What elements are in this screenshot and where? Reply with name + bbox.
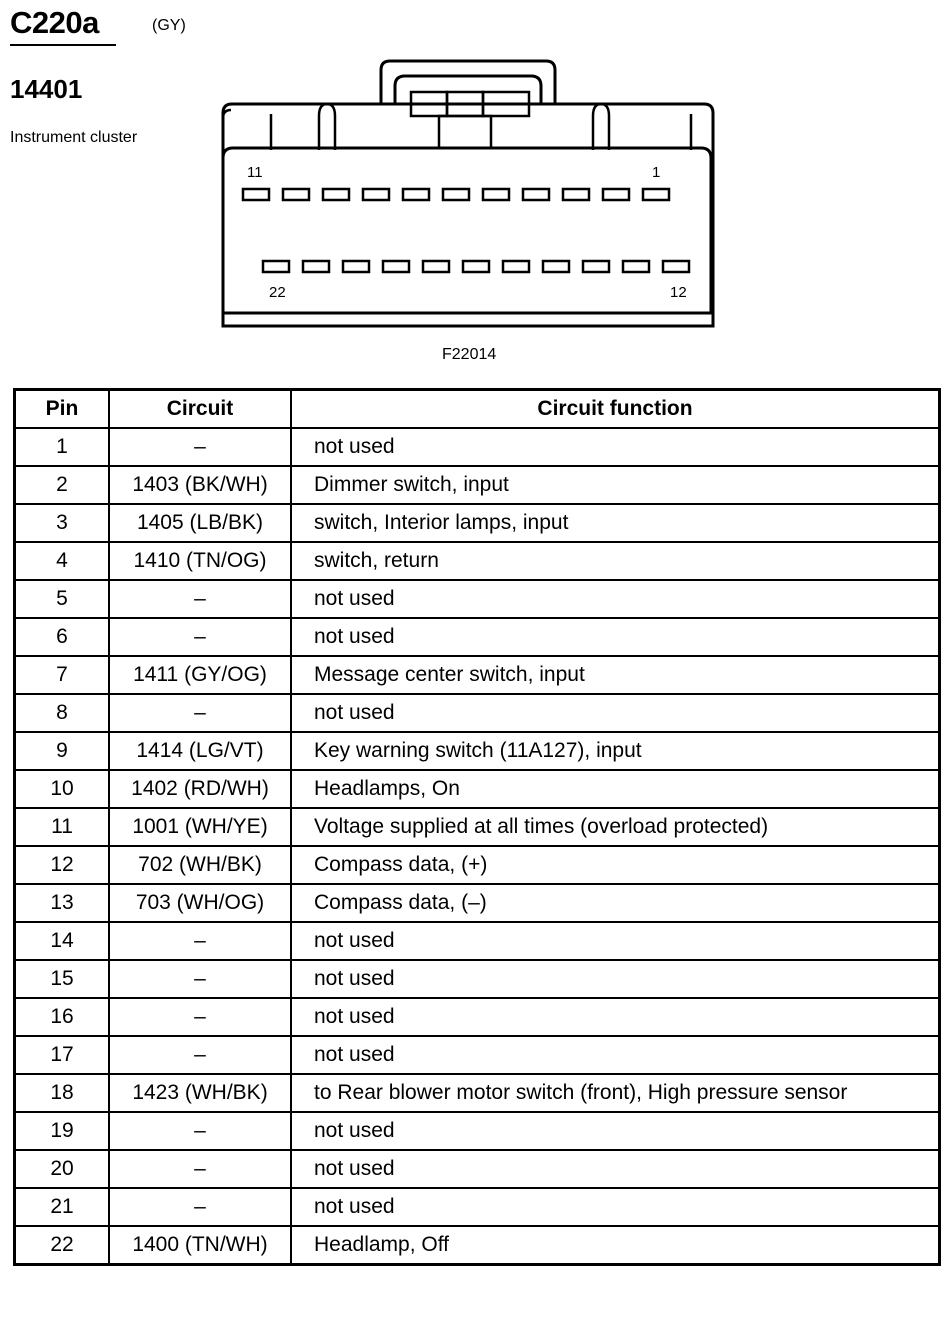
circuit-cell: 1400 (TN/WH): [109, 1226, 291, 1265]
table-row: [15, 466, 940, 504]
pin-cell: 14: [15, 922, 110, 960]
function-cell: Compass data, (+): [291, 846, 940, 884]
circuit-cell: –: [109, 960, 291, 998]
circuit-cell: 702 (WH/BK): [109, 846, 291, 884]
table-row: [15, 846, 940, 884]
pin-cell: 2: [15, 466, 110, 504]
pin-cell: 18: [15, 1074, 110, 1112]
pin-cell: 15: [15, 960, 110, 998]
function-cell: not used: [291, 694, 940, 732]
circuit-cell: 1411 (GY/OG): [109, 656, 291, 694]
table-row: [15, 770, 940, 808]
function-cell: not used: [291, 960, 940, 998]
circuit-cell: –: [109, 580, 291, 618]
function-cell: not used: [291, 1036, 940, 1074]
pin-cell: 21: [15, 1188, 110, 1226]
pin-cell: 9: [15, 732, 110, 770]
table-row: [15, 884, 940, 922]
function-cell: not used: [291, 1150, 940, 1188]
function-cell: not used: [291, 580, 940, 618]
pin-cell: 22: [15, 1226, 110, 1265]
table-row: [15, 1226, 940, 1265]
pin-cell: 4: [15, 542, 110, 580]
function-cell: not used: [291, 1112, 940, 1150]
table-row: [15, 694, 940, 732]
function-cell: not used: [291, 428, 940, 466]
table-row: [15, 1036, 940, 1074]
function-cell: not used: [291, 1188, 940, 1226]
function-cell: Dimmer switch, input: [291, 466, 940, 504]
pin-cell: 13: [15, 884, 110, 922]
table-row: [15, 922, 940, 960]
table-row: [15, 1112, 940, 1150]
table-row: [15, 808, 940, 846]
pin-cell: 16: [15, 998, 110, 1036]
circuit-cell: –: [109, 1112, 291, 1150]
table-row: [15, 960, 940, 998]
function-cell: Headlamp, Off: [291, 1226, 940, 1265]
circuit-cell: 703 (WH/OG): [109, 884, 291, 922]
header-circuit: Circuit: [109, 390, 291, 429]
circuit-cell: 1423 (WH/BK): [109, 1074, 291, 1112]
header-circuit-function: Circuit function: [291, 390, 940, 429]
pin-table: [13, 388, 941, 1266]
function-cell: not used: [291, 998, 940, 1036]
pin-label-bottom-left: 22: [269, 284, 286, 301]
table-row: [15, 428, 940, 466]
pin-cell: 7: [15, 656, 110, 694]
table-header-row: [15, 390, 940, 429]
pin-cell: 20: [15, 1150, 110, 1188]
table-row: [15, 732, 940, 770]
function-cell: Compass data, (–): [291, 884, 940, 922]
pin-label-top-right: 1: [652, 164, 661, 181]
header-pin: Pin: [15, 390, 110, 429]
function-cell: Message center switch, input: [291, 656, 940, 694]
function-cell: switch, return: [291, 542, 940, 580]
circuit-cell: –: [109, 1188, 291, 1226]
table-row: [15, 998, 940, 1036]
circuit-cell: –: [109, 1150, 291, 1188]
pin-cell: 8: [15, 694, 110, 732]
table-row: [15, 1150, 940, 1188]
circuit-cell: 1405 (LB/BK): [109, 504, 291, 542]
table-row: [15, 504, 940, 542]
circuit-cell: 1414 (LG/VT): [109, 732, 291, 770]
figure-id: F22014: [442, 346, 497, 363]
pin-label-bottom-right: 12: [670, 284, 687, 301]
pin-cell: 1: [15, 428, 110, 466]
circuit-cell: –: [109, 922, 291, 960]
circuit-cell: 1410 (TN/OG): [109, 542, 291, 580]
circuit-cell: –: [109, 428, 291, 466]
circuit-cell: –: [109, 1036, 291, 1074]
table-row: [15, 542, 940, 580]
part-number: 14401: [10, 74, 83, 104]
function-cell: Headlamps, On: [291, 770, 940, 808]
bottom-row-sockets: [263, 261, 689, 272]
component-name: Instrument cluster: [10, 129, 138, 146]
pin-cell: 12: [15, 846, 110, 884]
pin-cell: 3: [15, 504, 110, 542]
function-cell: not used: [291, 922, 940, 960]
circuit-cell: 1402 (RD/WH): [109, 770, 291, 808]
pin-label-top-left: 11: [247, 164, 263, 181]
table-row: [15, 1074, 940, 1112]
connector-id: C220a: [10, 5, 99, 40]
pin-cell: 5: [15, 580, 110, 618]
table-row: [15, 618, 940, 656]
pin-cell: 10: [15, 770, 110, 808]
table-row: [15, 1188, 940, 1226]
circuit-cell: –: [109, 694, 291, 732]
pin-cell: 17: [15, 1036, 110, 1074]
function-cell: Voltage supplied at all times (overload protected): [291, 808, 940, 846]
circuit-cell: –: [109, 998, 291, 1036]
table-row: [15, 656, 940, 694]
connector-color-code: (GY): [152, 17, 186, 34]
circuit-cell: –: [109, 618, 291, 656]
function-cell: not used: [291, 618, 940, 656]
connector-face-diagram: [215, 58, 719, 334]
table-row: [15, 580, 940, 618]
pin-cell: 6: [15, 618, 110, 656]
circuit-cell: 1403 (BK/WH): [109, 466, 291, 504]
function-cell: to Rear blower motor switch (front), High pressure sensor: [291, 1074, 940, 1112]
function-cell: switch, Interior lamps, input: [291, 504, 940, 542]
pin-cell: 19: [15, 1112, 110, 1150]
function-cell: Key warning switch (11A127), input: [291, 732, 940, 770]
title-underline: [10, 44, 116, 46]
circuit-cell: 1001 (WH/YE): [109, 808, 291, 846]
top-row-sockets: [243, 189, 669, 200]
pin-cell: 11: [15, 808, 110, 846]
